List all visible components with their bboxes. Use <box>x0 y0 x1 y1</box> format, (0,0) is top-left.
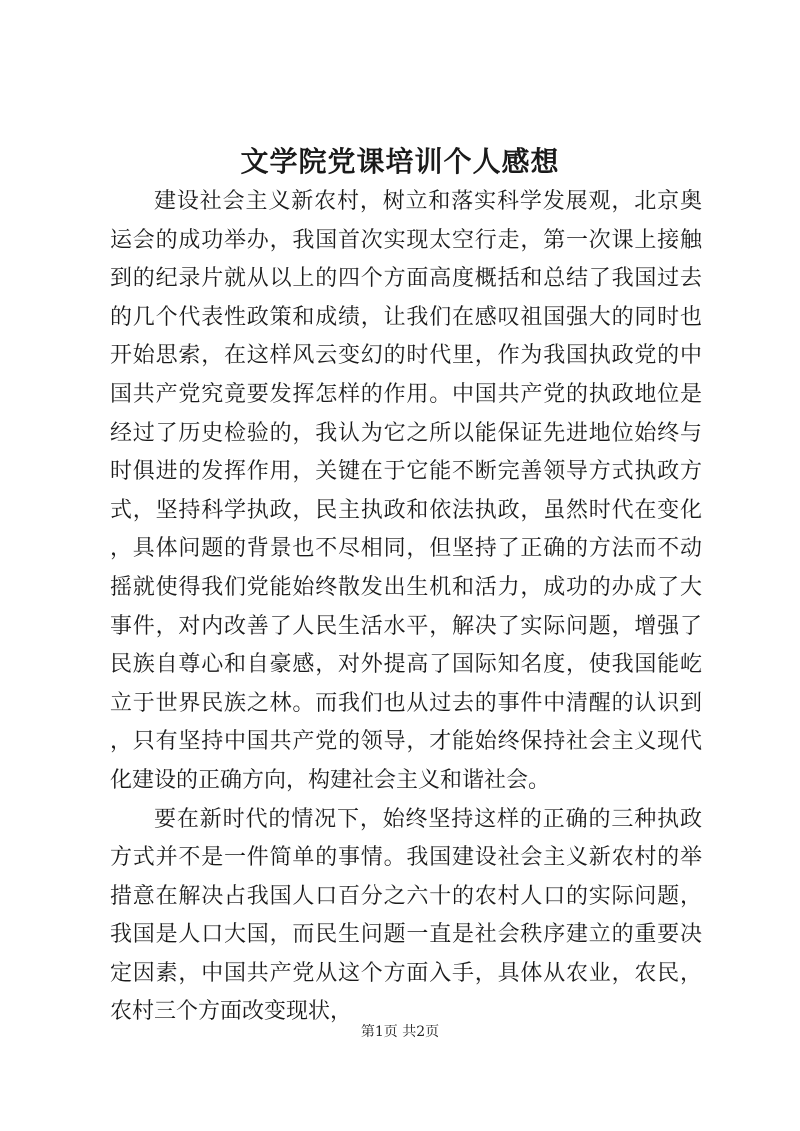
document-title: 文学院党课培训个人感想 <box>240 145 560 178</box>
paragraph: 建设社会主义新农村，树立和落实科学发展观，北京奥运会的成功举办，我国首次实现太空行走，第一次课上接触到的纪录片就从以上的四个方面高度概括和总结了我国过去的几个代表性政策和成绩，让我们在感叹祖国强大的同时也开始思索，在这样风云变幻的时代里，作为我国执政党的中国共产党究竟要发挥怎样的作用。中国共产党的执政地位是经过了历史检验的，我认为它之所以能保证先进地位始终与时俱进的发挥作用，关键在于它能不断完善领导方式执政方式，坚持科学执政，民主执政和依法执政，虽然时代在变化，具体问题的背景也不尽相同，但坚持了正确的方法而不动摇就使得我们党能始终散发出生机和活力，成功的办成了大事件，对内改善了人民生活水平，解决了实际问题，增强了民族自尊心和自豪感，对外提高了国际知名度，使我国能屹立于世界民族之林。而我们也从过去的事件中清醒的认识到，只有坚持中国共产党的领导，才能始终保持社会主义现代化建设的正确方向，构建社会主义和谐社会。 <box>110 189 702 793</box>
page-number: 第1页 共2页 <box>360 1024 440 1040</box>
paragraph: 要在新时代的情况下，始终坚持这样的正确的三种执政方式并不是一件简单的事情。我国建设社会主义新农村的举措意在解决占我国人口百分之六十的农村人口的实际问题，我国是人口大国，而民生问题一直是社会秩序建立的重要决定因素，中国共产党从这个方面入手，具体从农业，农民，农村三个方面改变现状， <box>110 806 702 1025</box>
page-footer <box>0 1022 800 1042</box>
document-body <box>110 183 702 1032</box>
